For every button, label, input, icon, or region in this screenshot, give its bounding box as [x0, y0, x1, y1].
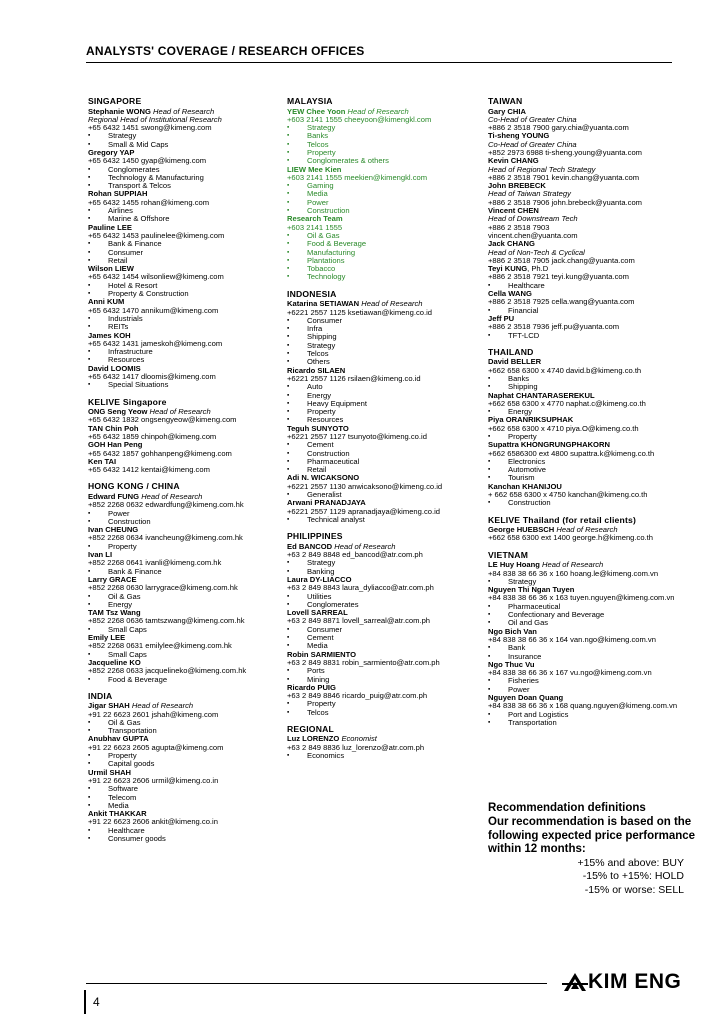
contact-line: +852 2268 0636 tamtszwang@kimeng.com.hk	[88, 616, 245, 626]
coverage-item: ▪ Marine & Offshore	[88, 215, 278, 223]
office-section	[287, 725, 482, 760]
coverage-item: ▪ Heavy Equipment	[287, 400, 482, 408]
analyst-name: Gary CHIA	[488, 106, 526, 116]
kim-eng-logo	[562, 970, 681, 994]
recommendation-hold: -15% to +15%: HOLD	[582, 870, 684, 883]
contact-line: +84 838 38 66 36 x 160 hoang.le@kimeng.com.vn	[488, 568, 659, 578]
coverage-item: ▪ Food & Beverage	[88, 676, 278, 684]
coverage-item: ▪ Resources	[88, 356, 278, 364]
coverage-item: ▪ Electronics	[488, 458, 688, 466]
contact-line: +84 838 38 66 36 x 164 van.ngo@kimeng.com.vn	[488, 634, 656, 644]
office-section	[88, 398, 278, 475]
analyst-role: Head of Research	[153, 106, 215, 116]
coverage-item: ▪ Economics	[287, 752, 482, 760]
coverage-item: ▪ Energy	[287, 392, 482, 400]
contact-line: +662 6586300 ext 4800 supattra.k@kimeng.co.th	[488, 448, 655, 458]
coverage-item: ▪ Special Situations	[88, 381, 278, 389]
analyst-name: Ricardo SILAEN	[287, 365, 346, 375]
coverage-item: ▪ Pharmaceutical	[488, 603, 688, 611]
coverage-item: ▪ Small Caps	[88, 651, 278, 659]
analyst-name: Larry GRACE	[88, 574, 137, 584]
analyst-name: Ngo Bich Van	[488, 626, 537, 636]
analyst-role: Co-Head of Greater China	[488, 114, 577, 124]
office-section	[287, 532, 482, 717]
analyst-name: Piya ORANRIKSUPHAK	[488, 415, 574, 425]
analyst-name: Laura DY-LIACCO	[287, 574, 352, 584]
contact-line: +91 22 6623 2605 agupta@kimeng.com	[88, 742, 224, 752]
coverage-item: ▪ Technology	[287, 273, 482, 281]
coverage-item: ▪ Strategy	[488, 578, 688, 586]
coverage-item: ▪ Plantations	[287, 257, 482, 265]
coverage-item: ▪ Property	[88, 543, 278, 551]
analyst-name: Emily LEE	[88, 633, 126, 643]
analyst-role: Head of Research	[556, 525, 618, 535]
coverage-item: ▪ Cement	[287, 634, 482, 642]
contact-line: +63 2 849 8831 robin_sarmiento@atr.com.ph	[287, 657, 440, 667]
contact-line: +63 2 849 8836 luz_lorenzo@atr.com.ph	[287, 742, 425, 752]
coverage-item: ▪ Media	[287, 190, 482, 198]
contact-line: +65 6432 1450 gyap@kimeng.com	[88, 156, 207, 166]
analyst-name: LIEW Mee Kien	[287, 164, 342, 174]
coverage-item: ▪ Fisheries	[488, 677, 688, 685]
coverage-item: ▪ Capital goods	[88, 760, 278, 768]
analyst-name: Anni KUM	[88, 297, 125, 307]
analyst-name: LE Huy Hoang	[488, 560, 540, 570]
office-section	[488, 348, 688, 508]
coverage-item: ▪ Strategy	[287, 124, 482, 132]
section-title: TAIWAN	[488, 96, 523, 106]
contact-line: +603 2141 1555 cheeyoon@kimengkl.com	[287, 114, 432, 124]
contact-line: +63 2 849 8848 ed_bancod@atr.com.ph	[287, 550, 423, 560]
coverage-item: ▪ Property	[88, 752, 278, 760]
contact-line: +6221 2557 1125 ksetiawan@kimeng.co.id	[287, 307, 432, 317]
column-1	[88, 97, 278, 851]
analyst-name: Teguh SUNYOTO	[287, 423, 349, 433]
contact-line: +84 838 38 66 36 x 168 quang.nguyen@kimeng.com.vn	[488, 701, 678, 711]
analyst-role: Head of Research	[361, 299, 423, 309]
contact-line: +65 6432 1431 jameskoh@kimeng.com	[88, 338, 223, 348]
analyst-name: Jacqueline KO	[88, 657, 141, 667]
analyst-name: Ankit THAKKAR	[88, 809, 147, 819]
header-rule	[86, 62, 672, 63]
contact-line: +65 6432 1470 annikum@kimeng.com	[88, 305, 219, 315]
coverage-item: ▪ Oil & Gas	[287, 232, 482, 240]
analyst-name: Pauline LEE	[88, 222, 132, 232]
coverage-item: ▪ Construction	[287, 207, 482, 215]
analyst-name: John BREBECK	[488, 181, 546, 191]
coverage-item: ▪ Retail	[88, 257, 278, 265]
contact-line: +662 658 6300 x 4770 naphat.c@kimeng.co.th	[488, 398, 646, 408]
analyst-name: Ivan LI	[88, 550, 113, 560]
coverage-item: ▪ Infra	[287, 325, 482, 333]
analyst-name: David BELLER	[488, 357, 542, 367]
coverage-item: ▪ Infrastructure	[88, 348, 278, 356]
analyst-suffix: , Ph.D	[527, 264, 549, 274]
coverage-item: ▪ Food & Beverage	[287, 240, 482, 248]
analyst-role: Head of Research	[347, 106, 409, 116]
section-title: REGIONAL	[287, 723, 334, 734]
coverage-item: ▪ Media	[287, 642, 482, 650]
analyst-name: YEW Chee Yoon	[287, 106, 346, 116]
contact-line: +886 2 3518 7921 teyi.kung@yuanta.com	[488, 272, 629, 282]
analyst-role: Head of Non-Tech & Cyclical	[488, 247, 585, 257]
analyst-role: Head of Taiwan Strategy	[488, 189, 571, 199]
section-title: KELIVE Thailand (for retail clients)	[488, 514, 637, 525]
coverage-item: ▪ Mining	[287, 676, 482, 684]
analyst-name: Lovell SARREAL	[287, 608, 348, 618]
coverage-item: ▪ Energy	[488, 408, 688, 416]
analyst-name: GOH Han Peng	[88, 440, 143, 450]
coverage-item: ▪ Power	[287, 199, 482, 207]
coverage-item: ▪ Property & Construction	[88, 290, 278, 298]
section-title: PHILIPPINES	[287, 531, 343, 542]
coverage-item: ▪ Airlines	[88, 207, 278, 215]
coverage-item: ▪ Energy	[88, 601, 278, 609]
analyst-name: Naphat CHANTARASEREKUL	[488, 390, 595, 400]
coverage-item: ▪ Consumer goods	[88, 835, 278, 843]
analyst-role: Co-Head of Greater China	[488, 139, 577, 149]
analyst-role: Head of Regional Tech Strategy	[488, 164, 596, 174]
section-title: VIETNAM	[488, 549, 529, 560]
analyst-name: Ed BANCOD	[287, 541, 333, 551]
kim-eng-emblem-icon	[562, 971, 588, 993]
analyst-name: Kanchan KHANIJOU	[488, 481, 562, 491]
contact-line: +662 658 6300 x 4710 piya.O@kimeng.co.th	[488, 423, 639, 433]
coverage-item: ▪ Healthcare	[488, 282, 688, 290]
contact-line: +886 2 3518 7936 jeff.pu@yuanta.com	[488, 322, 620, 332]
coverage-item: ▪ Strategy	[287, 559, 482, 567]
contact-line: +91 22 6623 2606 ankit@kimeng.co.in	[88, 817, 218, 827]
office-section	[88, 692, 278, 844]
coverage-item: ▪ Conglomerates	[287, 601, 482, 609]
coverage-item: ▪ Port and Logistics	[488, 711, 688, 719]
analyst-role: Head of Research	[542, 560, 604, 570]
office-section	[488, 516, 688, 543]
section-title: KELIVE Singapore	[88, 396, 167, 407]
coverage-item: ▪ Software	[88, 785, 278, 793]
coverage-item: ▪ Retail	[287, 466, 482, 474]
coverage-item: ▪ Bank & Finance	[88, 568, 278, 576]
contact-line: +886 2 3518 7900 gary.chia@yuanta.com	[488, 123, 629, 133]
coverage-item: ▪ Transport & Telcos	[88, 182, 278, 190]
analyst-name: ONG Seng Yeow	[88, 407, 148, 417]
contact-line: +852 2268 0641 ivanli@kimeng.com.hk	[88, 558, 222, 568]
coverage-item: ▪ Media	[88, 802, 278, 810]
logo-text: KIM ENG	[588, 970, 682, 993]
analyst-name: Adi N. WICAKSONO	[287, 473, 360, 483]
coverage-item: ▪ Telcos	[287, 350, 482, 358]
page-number: 4	[93, 995, 100, 1009]
contact-line: +603 2141 1555 meekien@kimengkl.com	[287, 172, 428, 182]
contact-line: +65 6432 1859 chinpoh@kimeng.com	[88, 431, 217, 441]
analyst-name: Ricardo PUIG	[287, 682, 336, 692]
contact-line: +6221 2557 1126 rsilaen@kimeng.co.id	[287, 373, 421, 383]
coverage-item: ▪ Confectionary and Beverage	[488, 611, 688, 619]
contact-line: +662 658 6300 x 4740 david.b@kimeng.co.th	[488, 365, 642, 375]
analyst-name: Supattra KHONGRUNGPHAKORN	[488, 440, 610, 450]
analyst-name: Nguyen Doan Quang	[488, 693, 564, 702]
analyst-name: Wilson LIEW	[88, 264, 134, 274]
coverage-item: ▪ Power	[488, 686, 688, 694]
recommendation-text: Our recommendation is based on the following expected price performance within 12 months:	[488, 816, 696, 856]
coverage-item: ▪ Gaming	[287, 182, 482, 190]
contact-line: +886 2 3518 7901 kevin.chang@yuanta.com	[488, 172, 640, 182]
analyst-role: Head of Research	[149, 407, 211, 417]
contact-line: +65 6432 1417 dloomis@kimeng.com	[88, 372, 216, 381]
contact-line: +886 2 3518 7925 cella.wang@yuanta.com	[488, 297, 635, 307]
analyst-name: Katarina SETIAWAN	[287, 299, 360, 309]
analyst-name: Anubhav GUPTA	[88, 734, 149, 744]
coverage-item: ▪ Cement	[287, 441, 482, 449]
contact-line: +852 2268 0631 emilylee@kimeng.com.hk	[88, 641, 232, 651]
contact-line: +65 6432 1453 paulinelee@kimeng.com	[88, 230, 225, 240]
coverage-item: ▪ Tourism	[488, 474, 688, 482]
contact-line: +63 2 849 8843 laura_dyliacco@atr.com.ph	[287, 583, 434, 593]
contact-line: +603 2141 1555	[287, 222, 343, 232]
coverage-item: ▪ Auto	[287, 383, 482, 391]
office-section	[488, 551, 688, 727]
coverage-item: ▪ Property	[287, 700, 482, 708]
analyst-name: Jigar SHAH	[88, 701, 130, 711]
office-section	[287, 290, 482, 525]
coverage-item: ▪ Banks	[287, 132, 482, 140]
contact-line: +886 2 3518 7906 john.brebeck@yuanta.com	[488, 197, 642, 207]
contact-line: +6221 2557 1129 apranadjaya@kimeng.co.id	[287, 506, 441, 516]
section-title: HONG KONG / CHINA	[88, 481, 180, 492]
column-2	[287, 97, 482, 768]
coverage-item: ▪ Oil & Gas	[88, 719, 278, 727]
contact-line: +91 22 6623 2601 jshah@kimeng.com	[88, 709, 219, 719]
contact-line: +662 658 6300 ext 1400 george.h@kimeng.co.th	[488, 533, 653, 543]
office-section	[488, 97, 688, 340]
contact-line: +852 2268 0632 edwardfung@kimeng.com.hk	[88, 500, 244, 510]
column-3	[488, 97, 688, 735]
coverage-item: ▪ Telcos	[287, 141, 482, 149]
section-title: INDONESIA	[287, 288, 337, 299]
analyst-name: Arwani PRANADJAYA	[287, 498, 366, 508]
contact-line: +65 6432 1857 gohhanpeng@kimeng.com	[88, 448, 232, 458]
contact-line: +852 2268 0634 ivancheung@kimeng.com.hk	[88, 533, 243, 543]
analyst-name: Jeff PU	[488, 313, 515, 323]
contact-line: +65 6432 1451 swong@kimeng.com	[88, 123, 212, 133]
coverage-item: ▪ Manufacturing	[287, 249, 482, 257]
contact-line: +63 2 849 8846 ricardo_puig@atr.com.ph	[287, 691, 428, 701]
analyst-name: TAN Chin Poh	[88, 423, 139, 433]
page-number-bar	[84, 990, 86, 1014]
analyst-name: David LOOMIS	[88, 363, 141, 373]
section-title: THAILAND	[488, 346, 534, 357]
coverage-item: ▪ Consumer	[287, 317, 482, 325]
coverage-item: ▪ Healthcare	[88, 827, 278, 835]
analyst-name: Nguyen Thi Ngan Tuyen	[488, 585, 575, 595]
coverage-item: ▪ Financial	[488, 307, 688, 315]
analyst-name: Urmil SHAH	[88, 767, 132, 777]
coverage-item: ▪ Construction	[287, 450, 482, 458]
analyst-name: Vincent CHEN	[488, 206, 539, 216]
analyst-role: Head of Research	[131, 701, 194, 711]
contact-line: +65 6432 1455 rohan@kimeng.com	[88, 197, 210, 207]
coverage-item: ▪ Pharmaceutical	[287, 458, 482, 466]
recommendation-title: Recommendation definitions	[488, 802, 646, 814]
contact-line: +91 22 6623 2606 urmil@kimeng.co.in	[88, 775, 219, 785]
footer-rule	[86, 983, 547, 984]
coverage-item: ▪ Property	[287, 408, 482, 416]
coverage-item: ▪ Generalist	[287, 491, 482, 499]
coverage-item: ▪ Power	[88, 510, 278, 518]
contact-line: +84 838 38 66 36 x 167 vu.ngo@kimeng.com.vn	[488, 668, 652, 678]
coverage-item: ▪ Telecom	[88, 794, 278, 802]
coverage-item: ▪ Banking	[287, 568, 482, 576]
analyst-name: TAM Tsz Wang	[88, 608, 141, 618]
analyst-name: Luz LORENZO	[287, 734, 340, 744]
analyst-role: Head of Research	[334, 541, 396, 551]
contact-line: vincent.chen@yuanta.com	[488, 230, 578, 240]
coverage-item: ▪ Shipping	[488, 383, 688, 391]
coverage-item: ▪ Small & Mid Caps	[88, 141, 278, 149]
coverage-item: ▪ Property	[488, 433, 688, 441]
analyst-role: Head of Research	[141, 491, 203, 501]
section-title: SINGAPORE	[88, 96, 142, 106]
coverage-item: ▪ Oil & Gas	[88, 593, 278, 601]
analyst-name: Teyi KUNG	[488, 264, 528, 274]
analyst-role: Head of Downstream Tech	[488, 214, 578, 224]
coverage-item: ▪ Tobacco	[287, 265, 482, 273]
analyst-name: George HUEBSCH	[488, 525, 555, 535]
coverage-item: ▪ Insurance	[488, 653, 688, 661]
contact-line: +6221 2557 1127 tsunyoto@kimeng.co.id	[287, 431, 427, 441]
contact-line: +886 2 3518 7903	[488, 222, 550, 232]
analyst-name: Ivan CHEUNG	[88, 525, 139, 535]
coverage-item: ▪ Ports	[287, 667, 482, 675]
coverage-item: ▪ Strategy	[287, 342, 482, 350]
coverage-item: ▪ Construction	[88, 518, 278, 526]
analyst-name: Ken TAI	[88, 456, 117, 466]
coverage-item: ▪ Small Caps	[88, 626, 278, 634]
office-section	[88, 97, 278, 390]
analyst-role: Economist	[341, 734, 377, 744]
contact-line: +65 6432 1454 wilsonliew@kimeng.com	[88, 272, 224, 282]
analyst-name: Cella WANG	[488, 289, 532, 299]
coverage-item: ▪ Telcos	[287, 709, 482, 717]
office-section	[287, 97, 482, 282]
coverage-item: ▪ Consumer	[88, 249, 278, 257]
recommendation-box	[488, 801, 698, 897]
coverage-item: ▪ Conglomerates	[88, 166, 278, 174]
analyst-name: Research Team	[287, 214, 343, 224]
contact-line: + 662 658 6300 x 4750 kanchan@kimeng.co.th	[488, 490, 648, 500]
analyst-name: Stephanie WONG	[88, 106, 151, 116]
analyst-name: Robin SARMIENTO	[287, 649, 357, 659]
coverage-item: ▪ Automotive	[488, 466, 688, 474]
contact-line: +6221 2557 1130 anwicaksono@kimeng.co.id	[287, 481, 443, 491]
coverage-item: ▪ Others	[287, 358, 482, 366]
coverage-item: ▪ Resources	[287, 416, 482, 424]
analyst-role: Regional Head of Institutional Research	[88, 114, 222, 124]
contact-line: +852 2268 0633 jacquelineko@kimeng.com.hk	[88, 666, 247, 676]
coverage-item: ▪ Property	[287, 149, 482, 157]
analyst-name: Jack CHANG	[488, 239, 535, 249]
coverage-item: ▪ Utilities	[287, 593, 482, 601]
contact-line: +63 2 849 8871 lovell_sarreal@atr.com.ph	[287, 616, 431, 626]
coverage-item: ▪ Technical analyst	[287, 516, 482, 524]
recommendation-buy: +15% and above: BUY	[577, 857, 684, 870]
analyst-name: Rohan SUPPIAH	[88, 189, 148, 199]
coverage-item: ▪ Technology & Manufacturing	[88, 174, 278, 182]
section-title: INDIA	[88, 690, 113, 701]
contact-line: +886 2 3518 7905 jack.chang@yuanta.com	[488, 255, 635, 265]
coverage-item: ▪ REITs	[88, 323, 278, 331]
contact-line: +852 2973 6988 ti-sheng.young@yuanta.com	[488, 147, 642, 157]
page-title: ANALYSTS' COVERAGE / RESEARCH OFFICES	[86, 44, 365, 58]
coverage-item: ▪ Hotel & Resort	[88, 282, 278, 290]
coverage-item: ▪ Strategy	[88, 132, 278, 140]
recommendation-sell: -15% or worse: SELL	[584, 883, 684, 896]
analyst-name: Kevin CHANG	[488, 156, 539, 166]
contact-line: +852 2268 0630 larrygrace@kimeng.com.hk	[88, 583, 238, 593]
coverage-item: ▪ TFT-LCD	[488, 332, 688, 340]
contact-line: +84 838 38 66 36 x 163 tuyen.nguyen@kimeng.com.vn	[488, 593, 675, 603]
analyst-name: Ti-sheng YOUNG	[488, 131, 550, 141]
analyst-name: Ngo Thuc Vu	[488, 659, 535, 669]
coverage-item: ▪ Consumer	[287, 626, 482, 634]
analyst-name: James KOH	[88, 330, 131, 340]
contact-line: +65 6432 1412 kentai@kimeng.com	[88, 465, 210, 475]
coverage-item: ▪ Transportation	[88, 727, 278, 735]
office-section	[88, 482, 278, 683]
coverage-item: ▪ Bank	[488, 644, 688, 652]
coverage-item: ▪ Bank & Finance	[88, 240, 278, 248]
analyst-name: Gregory YAP	[88, 147, 135, 157]
analyst-name: Edward FUNG	[88, 491, 140, 501]
coverage-item: ▪ Construction	[488, 499, 688, 507]
coverage-item: ▪ Oil and Gas	[488, 619, 688, 627]
coverage-item: ▪ Conglomerates & others	[287, 157, 482, 165]
coverage-item: ▪ Shipping	[287, 333, 482, 341]
contact-line: +65 6432 1832 ongsengyeow@kimeng.com	[88, 415, 237, 425]
section-title: MALAYSIA	[287, 96, 333, 106]
coverage-item: ▪ Transportation	[488, 719, 688, 727]
coverage-item: ▪ Banks	[488, 375, 688, 383]
coverage-item: ▪ Industrials	[88, 315, 278, 323]
